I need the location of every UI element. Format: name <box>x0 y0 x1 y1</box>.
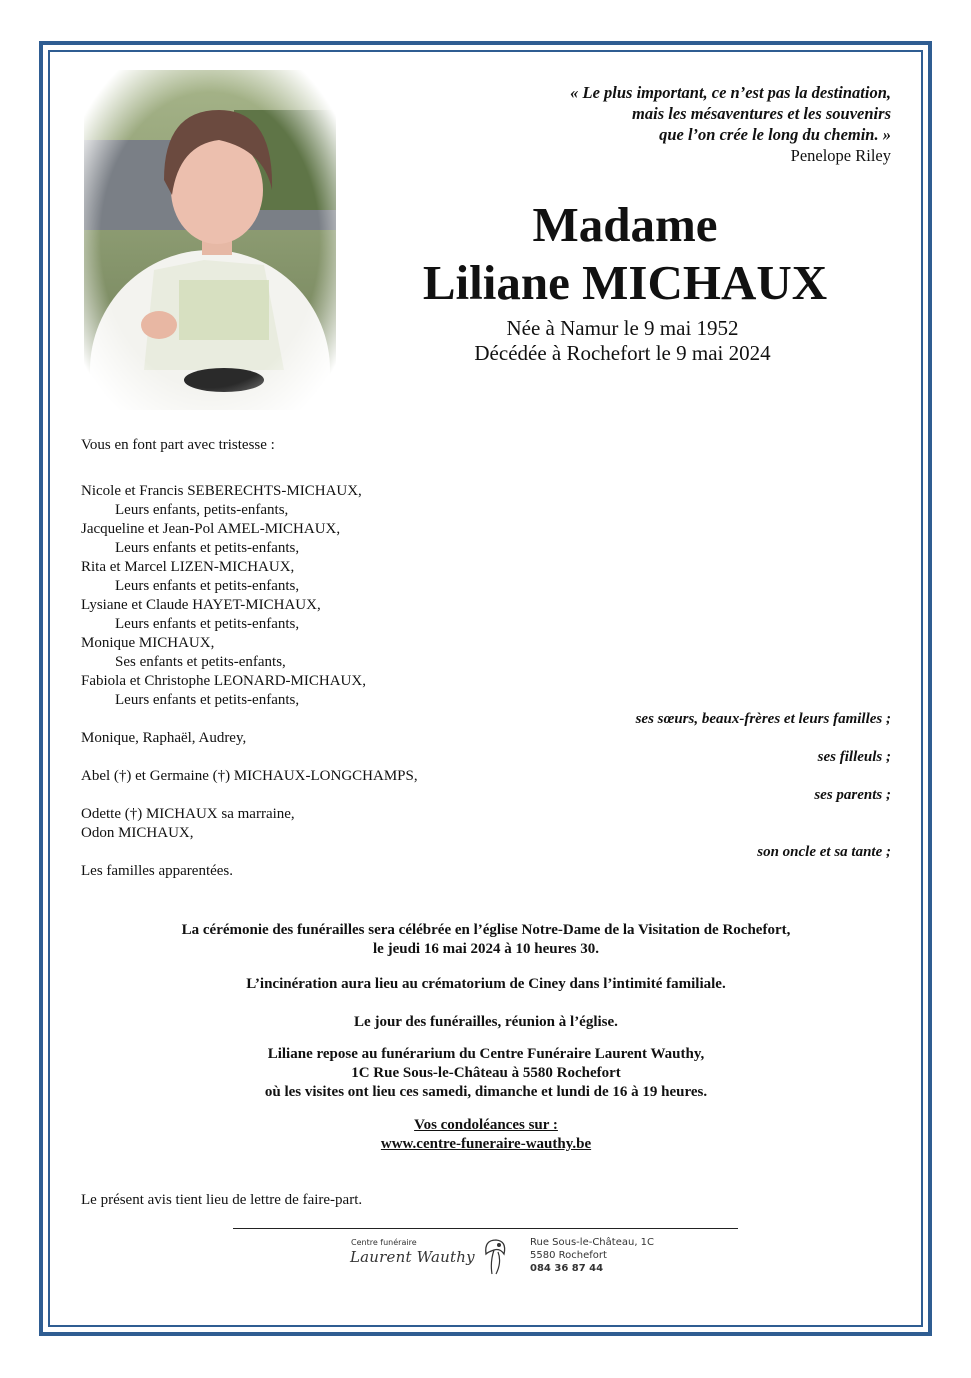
family-row <box>81 615 891 634</box>
family-member: Monique, Raphaël, Audrey, <box>81 730 247 746</box>
family-descendants: Leurs enfants et petits-enfants, <box>115 616 300 632</box>
ceremony-line: le jeudi 16 mai 2024 à 10 heures 30. <box>373 941 599 957</box>
family-member: Abel (†) et Germaine (†) MICHAUX-LONGCHAMPS, <box>81 768 418 784</box>
logo-brand: Laurent Wauthy <box>350 1248 475 1266</box>
family-row <box>81 539 891 558</box>
faire-part-note: Le présent avis tient lieu de lettre de faire-part. <box>81 1192 363 1208</box>
family-row <box>81 710 891 729</box>
family-member: Jacqueline et Jean-Pol AMEL-MICHAUX, <box>81 521 341 537</box>
cremation-line: L’incinération aura lieu au crématorium de Ciney dans l’intimité familiale. <box>246 976 726 992</box>
angel-emblem-icon <box>480 1234 510 1278</box>
family-member: Odon MICHAUX, <box>81 825 194 841</box>
family-row <box>81 767 891 786</box>
family-row <box>81 862 891 881</box>
family-member: Rita et Marcel LIZEN-MICHAUX, <box>81 559 295 575</box>
quote-line: « Le plus important, ce n’est pas la destination, <box>570 83 891 102</box>
condolences-label: Vos condoléances sur : <box>414 1117 558 1133</box>
death-line: Décédée à Rochefort le 9 mai 2024 <box>474 341 771 365</box>
family-row <box>81 653 891 672</box>
family-member: Fabiola et Christophe LEONARD-MICHAUX, <box>81 673 366 689</box>
family-member: Lysiane et Claude HAYET-MICHAUX, <box>81 597 321 613</box>
cremation-info <box>90 975 882 994</box>
family-row <box>81 558 891 577</box>
quote-line: que l’on crée le long du chemin. » <box>659 125 891 144</box>
full-name: Liliane MICHAUX <box>422 255 828 310</box>
footer-divider <box>233 1228 738 1229</box>
reunion-line: Le jour des funérailles, réunion à l’église. <box>354 1014 618 1030</box>
family-row <box>81 672 891 691</box>
family-descendants: Leurs enfants, petits-enfants, <box>115 502 289 518</box>
family-descendants: Ses enfants et petits-enfants, <box>115 654 286 670</box>
deceased-name <box>380 196 870 312</box>
address-city: 5580 Rochefort <box>530 1250 607 1261</box>
address-phone: 084 36 87 44 <box>530 1263 604 1274</box>
ceremony-line: La cérémonie des funérailles sera célébrée en l’église Notre-Dame de la Visitation de Rochefort, <box>181 922 791 938</box>
family-member: Les familles apparentées. <box>81 863 234 879</box>
birth-line: Née à Namur le 9 mai 1952 <box>506 316 739 340</box>
family-relation: ses filleuls ; <box>817 749 891 765</box>
family-descendants: Leurs enfants et petits-enfants, <box>115 692 300 708</box>
honorific: Madame <box>532 197 718 252</box>
family-member: Odette (†) MICHAUX sa marraine, <box>81 806 295 822</box>
family-row <box>81 786 891 805</box>
family-row <box>81 596 891 615</box>
logo-caption: Centre funéraire <box>351 1238 417 1247</box>
family-row <box>81 634 891 653</box>
family-row <box>81 748 891 767</box>
family-row <box>81 520 891 539</box>
quote-author: Penelope Riley <box>790 146 891 165</box>
reunion-info <box>90 1013 882 1032</box>
family-row <box>81 824 891 843</box>
family-relation: ses sœurs, beaux-frères et leurs familles ; <box>635 711 891 727</box>
epigraph-quote <box>471 82 891 166</box>
funeral-home-logo <box>342 1234 662 1282</box>
life-dates <box>380 316 865 366</box>
address-street: Rue Sous-le-Château, 1C <box>530 1237 655 1248</box>
funerarium-line: où les visites ont lieu ces samedi, dimanche et lundi de 16 à 19 heures. <box>264 1084 708 1100</box>
portrait-photo <box>84 70 336 410</box>
intro-text: Vous en font part avec tristesse : <box>81 437 275 453</box>
family-row <box>81 482 891 501</box>
family-row <box>81 691 891 710</box>
condolences-info <box>90 1116 882 1154</box>
family-relation: ses parents ; <box>814 787 891 803</box>
family-row <box>81 577 891 596</box>
ceremony-info <box>90 921 882 959</box>
family-descendants: Leurs enfants et petits-enfants, <box>115 578 300 594</box>
quote-line: mais les mésaventures et les souvenirs <box>632 104 891 123</box>
family-member: Nicole et Francis SEBERECHTS-MICHAUX, <box>81 483 362 499</box>
family-row <box>81 843 891 862</box>
family-row <box>81 805 891 824</box>
family-member: Monique MICHAUX, <box>81 635 215 651</box>
family-row <box>81 501 891 520</box>
condolences-link[interactable]: www.centre-funeraire-wauthy.be <box>380 1136 592 1152</box>
family-relation: son oncle et sa tante ; <box>757 844 891 860</box>
funerarium-line: 1C Rue Sous-le-Château à 5580 Rochefort <box>351 1065 621 1081</box>
funerarium-info <box>90 1045 882 1102</box>
family-row <box>81 729 891 748</box>
funeral-home-address <box>530 1236 654 1275</box>
funerarium-line: Liliane repose au funérarium du Centre Funéraire Laurent Wauthy, <box>267 1046 705 1062</box>
family-list <box>81 482 891 881</box>
family-descendants: Leurs enfants et petits-enfants, <box>115 540 300 556</box>
